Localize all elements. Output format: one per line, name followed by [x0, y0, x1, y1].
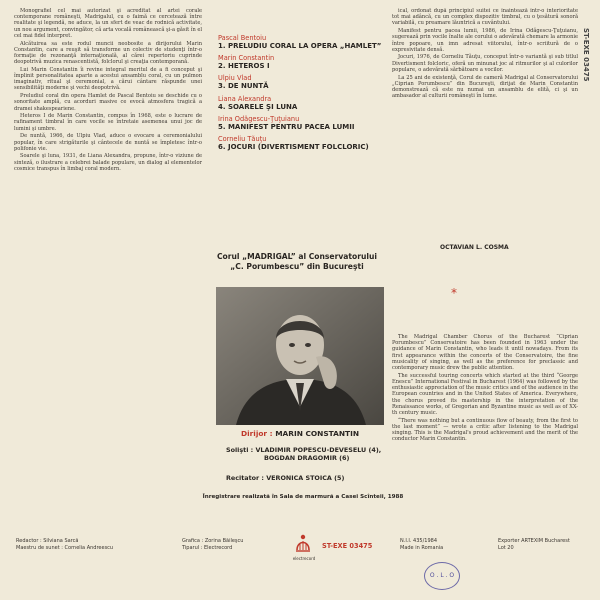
conductor-name: MARIN CONSTANTIN: [275, 429, 360, 438]
lot-number: Lot 20: [498, 545, 514, 551]
liner-paragraph: The successful touring concerts which started at the third “George Enescu” International Festival in Bucharest (1964) was followed by the enthusiastic appreciation of the music critics and of the audience in the European countries and in the United States of America. Everywhere, the chorus proved its mastership in the interpretation of the Renaissance works, of Gregorian and Byzantine music as well as of XX-th century music.: [392, 372, 578, 416]
track-item: [218, 95, 386, 112]
choir-line: „C. Porumbescu” din Bucureşti: [230, 262, 364, 271]
track-item: [218, 34, 386, 51]
graphics-credit: Grafica : Zorina Băileşcu: [182, 538, 244, 544]
choir-heading: [212, 252, 382, 272]
track-title: 2. HETEROS I: [218, 62, 270, 71]
track-title: 3. DE NUNTĂ: [218, 82, 269, 91]
track-composer: Irina Odăgescu-Ţuţuianu: [218, 114, 300, 123]
liner-paragraph: Lui Marin Constantin îi revine integral meritul de a fi conceput şi împlinit personalitatea aparte a acestui ansamblu coral, cu un pulmon imaginativ, ritual şi ceremonial, a cărui cântare răspunde unei sensibilităţi moderne şi vechi deopotrivă.: [14, 66, 202, 92]
footer-nii: [400, 538, 470, 552]
track-title: 4. SOARELE ŞI LUNA: [218, 102, 298, 111]
soloists-label: Solişti :: [226, 446, 256, 454]
choir-line: Corul „MADRIGAL” al Conservatorului: [216, 252, 378, 261]
label-caption: electrecord: [292, 556, 316, 561]
romanian-liner-notes-continued: [392, 8, 578, 238]
reciter-label: Recitator :: [226, 474, 267, 482]
print-credit: Tiparul : Electrecord: [182, 545, 233, 551]
soloist-name: VLADIMIR POPESCU-DEVESELU (4),: [255, 446, 382, 454]
conductor-label: Dirijor :: [240, 429, 276, 438]
liner-paragraph: Manifest pentru pacea lumii, 1986, de Irina Odăgescu-Ţuţuianu, sugerează prin vocile înalte ale corului o adevărată chemare la armonie între popoare, un imn adresat viitorului, într-o scriitură de o expresivitate densă.: [392, 28, 578, 53]
footer-exporter: [498, 538, 594, 552]
liner-paragraph: The Madrigal Chamber Chorus of the Bucharest “Ciprian Porumbescu” Conservatoire has been founded in 1963 under the guidance of Marin Constantin, who leads it until nowadays. From its first appearance within the concerts of the Conservatoire, the fine musicality of singing, as well as the preference for preclassic and contemporary music drew the public attention.: [392, 334, 578, 372]
asterisk-icon: *: [451, 286, 457, 300]
liner-paragraph: Preludiul coral din opera Hamlet de Pascal Bentoiu se deschide cu o sonoritate amplă, cu acorduri masive ce evocă atmosfera tragică a dramei shakespeariene.: [14, 93, 202, 112]
soloist-name: BOGDAN DRAGOMIR (6): [264, 454, 350, 463]
liner-paragraph: “There was nothing but a continuous flow of beauty, from the first to the last moment” — wrote a critic after listening to the Madrigal singing. This is the Madrigal's proud achievement and the merit of the conductor Marin Constantin.: [392, 417, 578, 443]
track-composer: Corneliu Tăuţu: [218, 134, 267, 143]
catalog-side-code: [570, 28, 594, 108]
liner-paragraph: Jocuri, 1976, de Corneliu Tăuţu, conceput într-o variantă şi sub titlul Divertisment folcloric, oferă un minunat joc al ritmurilor şi al culorilor populare, o adevărată sărbătoare a vocilor.: [392, 54, 578, 73]
liner-paragraph: La 25 ani de existenţă, Corul de cameră Madrigal al Conservatorului „Ciprian Porumbescu” din Bucureşti, dirijat de Marin Constantin demonstrează că este nu numai un ansamblu de elită, ci şi un ambasador al culturii româneşti în lume.: [392, 74, 578, 100]
liner-paragraph: Soarele şi luna, 1931, de Liana Alexandra, propune, într-o viziune de sinteză, o ilustrare a celebrei balade populare, un dialog al elementelor cosmice transpus în limbaj coral modern.: [14, 153, 202, 172]
track-composer: Liana Alexandra: [218, 94, 272, 103]
conductor-portrait-icon: [216, 287, 384, 425]
liner-paragraph: Alcătuirea sa este rodul muncii neobosite a dirijorului Marin Constantin, care a reuşit să transforme un colectiv de studenţi într-o formaţie de rezonanţă internaţională, al cărei repertoriu cuprinde deopotrivă muzica renascentistă, folclorul şi creaţia contemporană.: [14, 40, 202, 66]
footer-credits-editor: [16, 538, 166, 552]
footer-catalog-number: ST-EXE 03475: [322, 542, 373, 550]
electrecord-logo-icon: [294, 532, 312, 554]
track-item: [218, 54, 386, 71]
soloists-credit: [226, 446, 396, 463]
track-composer: Pascal Bentoiu: [218, 34, 267, 42]
track-composer: Marin Constantin: [218, 54, 275, 63]
track-title: 6. JOCURI (DIVERTISMENT FOLCLORIC): [218, 142, 369, 151]
sound-credit: Maestru de sunet : Cornelia Andreescu: [16, 545, 114, 551]
liner-paragraph: Monografiel cel mai autorizat şi acreditat al artei corale contemporane româneşti, Madrigalul, cu o faimă ce cercetează între realitate şi legendă, ne aduce, la un sfert de veac de rodnică activitate, un nou argument, convingător, că arta vocală românească şi-a găsit în el cel mai fidel interpret.: [14, 8, 202, 39]
author-signature: OCTAVIAN L. COSMA: [440, 244, 509, 251]
ink-stamp: O . L . O: [424, 562, 460, 590]
track-item: [218, 115, 386, 132]
recording-note: Înregistrare realizată în Sala de marmură a Casei Scînteii, 1988: [202, 494, 404, 500]
nii-number: N.I.I. 435/1984: [400, 538, 437, 544]
conductor-photo: [216, 287, 384, 425]
track-list: [218, 34, 386, 155]
conductor-credit: [216, 429, 384, 438]
romanian-liner-notes: [14, 8, 202, 508]
liner-paragraph: De nuntă, 1966, de Ulpiu Vlad, aduce o evocare a ceremonialului popular, în care strigăturile şi cântecele de nuntă se împletesc într-o polifonie vie.: [14, 133, 202, 152]
catalog-number: ST-EXE 03475: [582, 28, 590, 82]
track-title: 1. PRELUDIU CORAL LA OPERA „HAMLET”: [218, 42, 382, 50]
editor-credit: Redactor : Silviana Sarcă: [16, 538, 79, 544]
liner-paragraph: Heteros I de Marin Constantin, compus în 1968, este o lucrare de rafinament timbral în care vocile se întretaie asemenea unui joc de lumini şi umbre.: [14, 113, 202, 132]
reciter-name: VERONICA STOICA (5): [266, 474, 345, 482]
track-title: 5. MANIFEST PENTRU PACEA LUMII: [218, 122, 355, 131]
made-in: Made in Romania: [400, 545, 444, 551]
english-liner-notes: [392, 334, 578, 530]
track-item: [218, 74, 386, 91]
track-item: [218, 135, 386, 152]
exporter-credit: Exporter ARTEXIM Bucharest: [498, 538, 570, 544]
footer-credits-graphics: [182, 538, 282, 552]
reciter-credit: [226, 474, 396, 482]
track-composer: Ulpiu Vlad: [218, 74, 252, 83]
liner-paragraph: ical, ordonat după principiul suitei ce înaintează într-o interioritate tot mai adâncă, cu un complex dispozitiv timbral, cu o ţesătură sonoră variabilă, cu preamare lăuntrică a cuvântului.: [392, 8, 578, 27]
